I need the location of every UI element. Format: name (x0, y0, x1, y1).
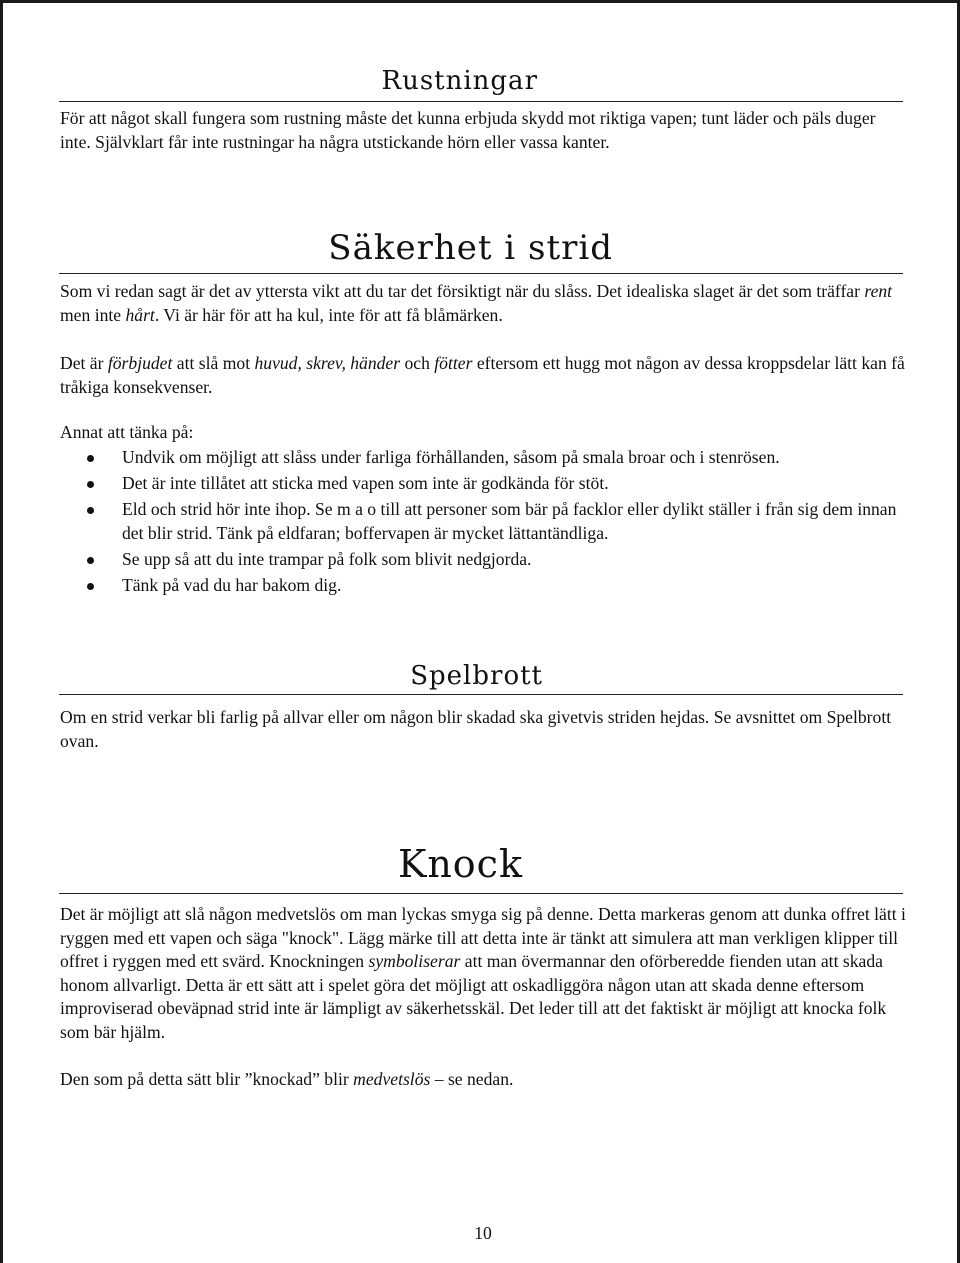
list-item (60, 548, 910, 572)
list-item (60, 472, 910, 496)
text-run: . Vi är här för att ha kul, inte för att få blåmärken. (154, 304, 503, 325)
heading-text: Knock (397, 842, 523, 886)
section-heading-knock (59, 835, 903, 894)
emphasis: fötter (434, 353, 473, 373)
list-item (60, 574, 910, 598)
bullet-icon (87, 481, 94, 488)
emphasis: rent (864, 281, 893, 301)
paragraph-forbjudet (60, 352, 910, 399)
list-item (60, 498, 910, 545)
paragraph-rustningar: För att något skall fungera som rustning måste det kunna erbjuda skydd mot riktiga vapen; tunt läder och päls duger inte. Självklart får inte rustningar ha några utstickande hörn eller vassa kanter. (60, 108, 876, 152)
text-run: eftersom ett hugg mot någon av dessa kroppsdelar lätt kan få tråkiga konsekvenser. (60, 353, 905, 397)
paragraph-knock (60, 903, 910, 1044)
text-run: – se nedan. (430, 1069, 514, 1089)
text-run: att slå mot (172, 353, 255, 373)
heading-text: Spelbrott (410, 661, 543, 691)
bullet-icon (87, 583, 94, 590)
text-run: Som vi redan sagt är det av yttersta vikt att du tar det försiktigt när du slåss. Det idealiska slaget är det som träffar (60, 281, 865, 301)
list-item-text: Se upp så att du inte trampar på folk som blivit nedgjorda. (122, 548, 532, 569)
heading-text: Säkerhet i strid (328, 228, 613, 268)
bullet-icon (87, 557, 94, 564)
list-item-text: Tänk på vad du har bakom dig. (122, 574, 342, 595)
paragraph-annat: Annat att tänka på: (60, 422, 194, 442)
text-run: Det är (60, 353, 108, 373)
paragraph-spelbrott: Om en strid verkar bli farlig på allvar eller om någon blir skadad ska givetvis striden hejdas. Se avsnittet om Spelbrott ovan. (60, 707, 892, 751)
list-item-text: Eld och strid hör inte ihop. Se m a o till att personer som bär på facklor eller dylikt ställer i från sig dem innan det blir strid. Tänk på eldfaran; boffervapen är mycket lättantändliga. (122, 499, 897, 543)
section-heading-rustningar (59, 61, 903, 102)
text-run: och (400, 353, 435, 373)
paragraph-sakerhet-intro (60, 280, 910, 327)
list-item (60, 446, 910, 470)
emphasis: huvud, skrev, händer (254, 353, 401, 373)
text-run: att man övermannar den oförberedde fienden utan att skada honom allvarligt. Detta är ett sätt att i spelet göra det möjligt att oskadliggöra någon utan att skada denne eftersom improviserad obeväpnad strid inte är lämpligt av säkerhetsskäl. Det leder till att det faktiskt är möjligt att knocka folk som bär hjälm. (60, 951, 887, 1042)
list-item-text: Det är inte tillåtet att sticka med vapen som inte är godkända för stöt. (122, 473, 609, 493)
bullet-list (60, 446, 910, 600)
text-run: Det är möjligt att slå någon medvetslös om man lyckas smyga sig på denne. Detta markeras genom att dunka offret lätt i ryggen med ett vapen och säga "knock". Lägg märke till att detta inte är tänkt att simulera att man verkligen klipper till offret i ryggen med ett svärd. Knockningen (60, 904, 906, 971)
heading-text: Rustningar (381, 66, 538, 96)
bullet-icon (87, 507, 94, 514)
list-item-text: Undvik om möjligt att slåss under farliga förhållanden, såsom på smala broar och i stenrösen. (122, 447, 780, 467)
emphasis: hårt (125, 304, 155, 325)
text-run: Den som på detta sätt blir ”knockad” blir (60, 1069, 354, 1089)
bullet-icon (87, 455, 94, 462)
emphasis: förbjudet (107, 353, 173, 373)
section-heading-spelbrott (59, 658, 903, 695)
section-heading-sakerhet (59, 223, 903, 274)
page-number: 10 (474, 1223, 492, 1243)
emphasis: medvetslös (353, 1069, 431, 1089)
emphasis: symboliserar (368, 951, 461, 971)
text-run: men inte (60, 304, 126, 325)
paragraph-knockad (60, 1068, 910, 1092)
